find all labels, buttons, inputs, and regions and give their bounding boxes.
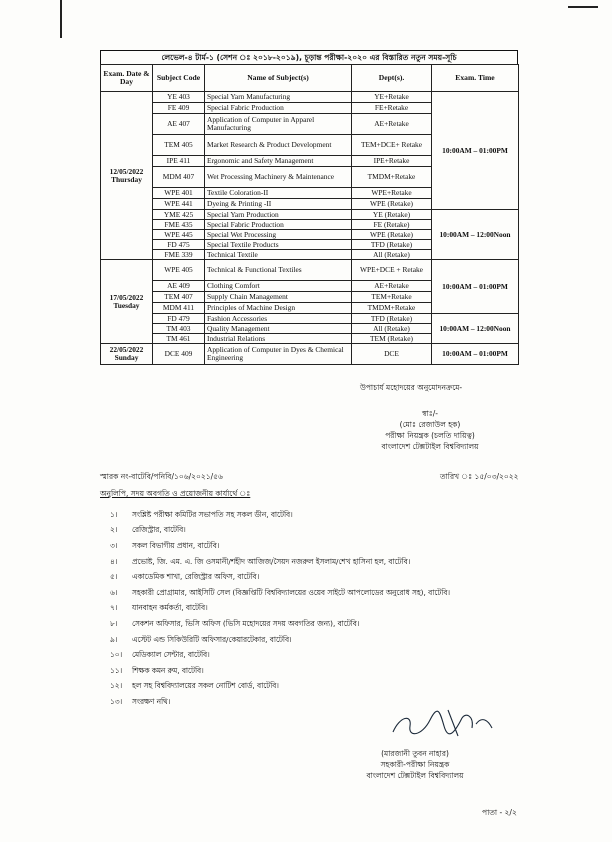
- signature-mark: স্বাঃ/-: [422, 409, 438, 418]
- subject-code: MDM 411: [153, 303, 205, 314]
- subject-dept: WPE+DCE + Retake: [352, 260, 432, 281]
- subject-name: Special Yarn Production: [205, 210, 352, 220]
- list-item: ১৩। সংরক্ষণ নথি।: [110, 696, 171, 706]
- approval-line: উপাচার্য মহোদয়ের অনুমোদনক্রমে-: [360, 383, 463, 392]
- scan-mark-left: [60, 0, 62, 38]
- table-header-row: [101, 65, 519, 92]
- header-code: Subject Code: [153, 65, 205, 92]
- signatory-name: (মোঃ রেজাউল হক): [399, 420, 461, 429]
- controller-signature-block: [360, 408, 500, 452]
- subject-name: Special Yarn Manufacturing: [205, 92, 352, 103]
- subject-code: YME 425: [153, 210, 205, 220]
- subject-dept: TEM (Retake): [352, 334, 432, 344]
- subject-code: FME 435: [153, 220, 205, 230]
- subject-code: WPE 401: [153, 188, 205, 199]
- assistant-controller-signature-block: [330, 748, 500, 781]
- subject-name: Clothing Comfort: [205, 281, 352, 292]
- header-dept: Dept(s).: [352, 65, 432, 92]
- list-item: ৯। এস্টেট এন্ড সিকিউরিটি অফিসার/কেয়ারটেকার, বাটেবি।: [110, 634, 292, 644]
- list-item: ৭। যানবাহন কর্মকর্তা, বাটেবি।: [110, 603, 208, 613]
- handwritten-signature: [388, 706, 498, 742]
- subject-dept: TMDM+Retake: [352, 167, 432, 188]
- subject-code: TEM 405: [153, 135, 205, 156]
- exam-time-cell: 10:00AM – 01:00PM: [432, 344, 519, 365]
- table-row: [101, 210, 519, 220]
- header-date: Exam. Date & Day: [101, 65, 153, 92]
- subject-dept: YE (Retake): [352, 210, 432, 220]
- subject-code: IPE 411: [153, 156, 205, 167]
- subject-dept: TMDM+Retake: [352, 303, 432, 314]
- subject-dept: TEM+Retake: [352, 292, 432, 303]
- subject-dept: FE+Retake: [352, 103, 432, 114]
- schedule-title: লেভেল-৪ টার্ম-১ (সেশন ঃ ২০১৮-২০১৯), চূড়ান্ত পরীক্ষা-২০২০ এর বিস্তারিত নতুন সময়-সূচি: [100, 50, 518, 65]
- subject-code: TEM 407: [153, 292, 205, 303]
- subject-name: Textile Coloration-II: [205, 188, 352, 199]
- table-row: [101, 344, 519, 365]
- subject-name: Wet Processing Machinery & Maintenance: [205, 167, 352, 188]
- exam-day-cell: 22/05/2022 Sunday: [101, 344, 153, 365]
- list-item: ৮। সেকশন অফিসার, ভিসি অফিস (ভিসি মহোদয়ের সদয় অবগতির জন্য), বাটেবি।: [110, 618, 360, 628]
- table-row: [101, 314, 519, 324]
- subject-name: Technical Textile: [205, 250, 352, 260]
- subject-code: TM 461: [153, 334, 205, 344]
- cc-title: অনুলিপি, সদয় অবগতি ও প্রয়োজনীয় কার্যার্থে ঃ: [100, 489, 251, 498]
- subject-dept: YE+Retake: [352, 92, 432, 103]
- list-item: ৫। একাডেমিক শাখা, রেজিস্ট্রার অফিস, বাটেবি।: [110, 572, 260, 582]
- subject-code: DCE 409: [153, 344, 205, 365]
- subject-name: Application of Computer in Dyes & Chemical Engineering: [205, 344, 352, 365]
- table-row: [101, 260, 519, 281]
- subject-name: Special Textile Products: [205, 240, 352, 250]
- subject-name: Fashion Accessories: [205, 314, 352, 324]
- subject-dept: All (Retake): [352, 250, 432, 260]
- subject-dept: DCE: [352, 344, 432, 365]
- subject-code: WPE 405: [153, 260, 205, 281]
- subject-name: Special Fabric Production: [205, 220, 352, 230]
- subject-code: TM 403: [153, 324, 205, 334]
- list-item: ১২। হল সহ বিশ্ববিদ্যালয়ের সকল নোটিশ বোর্ড, বাটেবি।: [110, 681, 279, 691]
- exam-time-cell: 10:00AM – 01:00PM: [432, 260, 519, 314]
- subject-dept: WPE+Retake: [352, 188, 432, 199]
- table-row: [101, 92, 519, 103]
- subject-name: Supply Chain Management: [205, 292, 352, 303]
- list-item: ৬। সহকারী প্রোগ্রামার, আইসিটি সেল (বিজ্ঞপ্তিটি বিশ্ববিদ্যালয়ের ওয়েব সাইটে আপলোডের অনুরোধ সহ), বাটেবি।: [110, 587, 450, 597]
- exam-time-cell: 10:00AM – 01:00PM: [432, 92, 519, 210]
- subject-dept: TFD (Retake): [352, 240, 432, 250]
- signatory-institution: বাংলাদেশ টেক্সটাইল বিশ্ববিদ্যালয়: [381, 442, 479, 451]
- list-item: ১০। মেডিক্যাল সেন্টার, বাটেবি।: [110, 650, 210, 660]
- subject-dept: All (Retake): [352, 324, 432, 334]
- subject-dept: TEM+DCE+ Retake: [352, 135, 432, 156]
- list-item: ৪। প্রভোষ্ট, জি. এম. এ. জি ওসমানী/শহীদ আজিজ/সৈয়দ নজরুল ইসলাম/শেখ হাসিনা হল, বাটেবি।: [110, 556, 411, 566]
- signatory-name: (মারজানী তুবন নাহার): [381, 749, 449, 758]
- exam-day-cell: 17/05/2022 Tuesday: [101, 260, 153, 344]
- subject-dept: TFD (Retake): [352, 314, 432, 324]
- subject-code: MDM 407: [153, 167, 205, 188]
- signatory-designation: পরীক্ষা নিয়ন্ত্রক (চলতি দায়িত্ব): [385, 431, 475, 440]
- subject-name: Principles of Machine Design: [205, 303, 352, 314]
- subject-code: YE 403: [153, 92, 205, 103]
- memo-date: তারিখ ঃ ১৫/০৩/২০২২: [440, 472, 519, 481]
- list-item: ৩। সকল বিভাগীয় প্রধান, বাটেবি।: [110, 540, 220, 550]
- cc-list: [110, 508, 450, 711]
- subject-name: Industrial Relations: [205, 334, 352, 344]
- subject-code: FD 479: [153, 314, 205, 324]
- exam-day-cell: 12/05/2022 Thursday: [101, 92, 153, 260]
- subject-dept: WPE (Retake): [352, 230, 432, 240]
- subject-name: Dyeing & Printing -II: [205, 199, 352, 210]
- subject-code: WPE 441: [153, 199, 205, 210]
- scan-mark-right: [568, 6, 598, 8]
- list-item: ২। রেজিস্ট্রার, বাটেবি।: [110, 525, 186, 535]
- subject-name: Market Research & Product Development: [205, 135, 352, 156]
- subject-dept: FE (Retake): [352, 220, 432, 230]
- signatory-institution: বাংলাদেশ টেক্সটাইল বিশ্ববিদ্যালয়: [366, 771, 464, 780]
- signatory-designation: সহকারী-পরীক্ষা নিয়ন্ত্রক: [380, 760, 450, 769]
- exam-time-cell: 10:00AM – 12:00Noon: [432, 210, 519, 260]
- subject-code: AE 407: [153, 114, 205, 135]
- subject-dept: IPE+Retake: [352, 156, 432, 167]
- subject-dept: WPE (Retake): [352, 199, 432, 210]
- header-time: Exam. Time: [432, 65, 519, 92]
- subject-dept: AE+Retake: [352, 281, 432, 292]
- list-item: ১১। শিক্ষক কমন রুম, বাটেবি।: [110, 665, 204, 675]
- exam-time-cell: 10:00AM – 12:00Noon: [432, 314, 519, 344]
- subject-name: Technical & Functional Textiles: [205, 260, 352, 281]
- subject-code: WPE 445: [153, 230, 205, 240]
- subject-code: FD 475: [153, 240, 205, 250]
- subject-name: Application of Computer in Apparel Manufacturing: [205, 114, 352, 135]
- subject-name: Special Fabric Production: [205, 103, 352, 114]
- subject-name: Special Wet Processing: [205, 230, 352, 240]
- subject-name: Quality Management: [205, 324, 352, 334]
- subject-name: Ergonomic and Safety Management: [205, 156, 352, 167]
- list-item: ১। সংশ্লিষ্ট পরীক্ষা কমিটির সভাপতি সহ সকল ডীন, বাটেবি।: [110, 509, 293, 519]
- subject-code: AE 409: [153, 281, 205, 292]
- page-number: পাতা - ২/২: [482, 808, 517, 817]
- memo-number: স্মারক নং-বাটেবি/পনিবি/১০৬/২০২১/৫৬: [100, 472, 223, 481]
- subject-dept: AE+Retake: [352, 114, 432, 135]
- subject-code: FME 339: [153, 250, 205, 260]
- exam-schedule-table: [100, 64, 519, 365]
- header-name: Name of Subject(s): [205, 65, 352, 92]
- subject-code: FE 409: [153, 103, 205, 114]
